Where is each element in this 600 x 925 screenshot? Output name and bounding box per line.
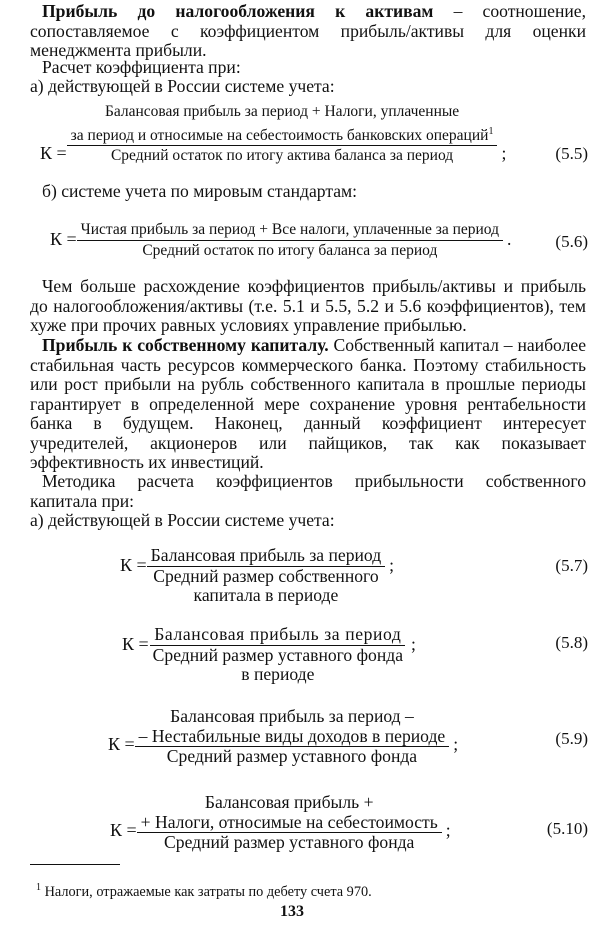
- page-number: 133: [280, 903, 304, 920]
- fraction: [149, 625, 407, 685]
- numerator-line-1: Балансовая прибыль за период –: [170, 706, 414, 726]
- numerator: Балансовая прибыль за период: [147, 546, 386, 567]
- formula-5-9: [108, 707, 586, 767]
- paragraph-text: Собственный капитал – наиболее стабильная часть ресурсов коммерческого банка. Поэтому стабильность или рост прибыли на рубль собственного капитала в прошлые периоды гарантирует в определенной мере сохранение уровня рентабельности банка в будущем. Наконец, данный коэффициент интересует учредителей, акционеров или пайщиков, так как показывает эффективность их инвестиций.: [30, 335, 586, 472]
- term-profit-to-equity: Прибыль к собственному капиталу.: [42, 335, 329, 355]
- fraction: [147, 546, 386, 606]
- paragraph-profit-before-tax: [30, 2, 586, 61]
- fraction: [67, 102, 498, 166]
- denominator: Средний размер уставного фонда: [164, 832, 415, 852]
- denominator: Средний размер уставного фонда: [166, 746, 418, 766]
- formula-lhs: К =: [108, 734, 135, 754]
- formula-5-7: [120, 546, 586, 606]
- numerator-line-2: [67, 122, 498, 147]
- formula-5-5: [40, 102, 586, 166]
- formula-5-10: [110, 793, 586, 853]
- footnote-text: Налоги, отражаемые как затраты по дебету счета 970.: [41, 884, 372, 900]
- numerator: Балансовая прибыль за период: [150, 625, 405, 646]
- numerator: Чистая прибыль за период + Все налоги, уплаченные за период: [77, 220, 503, 241]
- formula-lhs: К =: [40, 143, 67, 163]
- numerator-line-2: + Налоги, относимые на себестоимость: [137, 813, 442, 834]
- semicolon: ;: [453, 734, 459, 754]
- calc-line: Расчет коэффициента при:: [42, 57, 241, 77]
- footnote-rule: [30, 864, 120, 865]
- equation-number: (5.6): [555, 232, 588, 251]
- denominator-line-2: капитала в периоде: [193, 585, 339, 605]
- case-b-heading: б) системе учета по мировым стандартам:: [42, 181, 358, 201]
- formula-lhs: К =: [110, 820, 137, 840]
- denominator: Средний остаток по итогу актива баланса за период: [110, 147, 454, 164]
- semicolon: ;: [501, 143, 507, 163]
- equation-number: (5.8): [555, 633, 588, 652]
- numerator-line-2: – Нестабильные виды доходов в периоде: [135, 727, 450, 748]
- case-a-heading: а) действующей в России системе учета:: [30, 76, 335, 96]
- fraction: [135, 707, 450, 767]
- equation-number: (5.10): [546, 819, 588, 838]
- paragraph-discrepancy: Чем больше расхождение коэффициентов прибыль/активы и прибыль до налогообложения/активы (т.е. 5.1 и 5.5, 5.2 и 5.6 коэффициентов), тем хуже при прочих равных условиях управление прибылью.: [30, 276, 586, 335]
- fraction: [137, 793, 442, 853]
- term-profit-before-tax: Прибыль до налогообложения к активам: [42, 1, 434, 21]
- formula-lhs: К =: [122, 634, 149, 654]
- semicolon: ;: [411, 634, 416, 654]
- formula-lhs: К =: [50, 229, 77, 249]
- semicolon: ;: [389, 555, 395, 575]
- paragraph-text: – соотношение, сопоставляемое с коэффициентом прибыль/активы для оценки менеджмента прибыли.: [30, 1, 586, 60]
- footnote-mark: 1: [488, 125, 494, 137]
- numerator-line-1: Балансовая прибыль за период + Налоги, уплаченные: [104, 103, 460, 120]
- period: .: [506, 229, 512, 249]
- equation-number: (5.9): [555, 729, 588, 748]
- equation-number: (5.5): [555, 144, 588, 163]
- fraction: [77, 220, 503, 260]
- denominator-line-1: Средний размер собственного: [153, 565, 379, 586]
- denominator-line-2: в периоде: [241, 664, 315, 684]
- equation-number: (5.7): [555, 556, 588, 575]
- paragraph-methodology: Методика расчета коэффициентов прибыльности собственного капитала при:: [30, 471, 586, 511]
- semicolon: ;: [445, 820, 451, 840]
- footnote-mark: 1: [36, 882, 41, 893]
- denominator-line-1: Средний размер уставного фонда: [152, 644, 404, 665]
- formula-lhs: К =: [120, 555, 147, 575]
- footnote: [36, 878, 372, 903]
- numerator-line-1: Балансовая прибыль +: [204, 792, 374, 812]
- formula-5-6: [50, 220, 586, 260]
- numerator-text: за период и относимые на себестоимость банковских операций: [70, 126, 489, 144]
- paragraph-profit-to-equity: [30, 336, 586, 473]
- formula-5-8: [122, 625, 586, 685]
- case-a2-heading: а) действующей в России системе учета:: [30, 510, 335, 530]
- denominator: Средний остаток по итогу баланса за период: [142, 241, 438, 259]
